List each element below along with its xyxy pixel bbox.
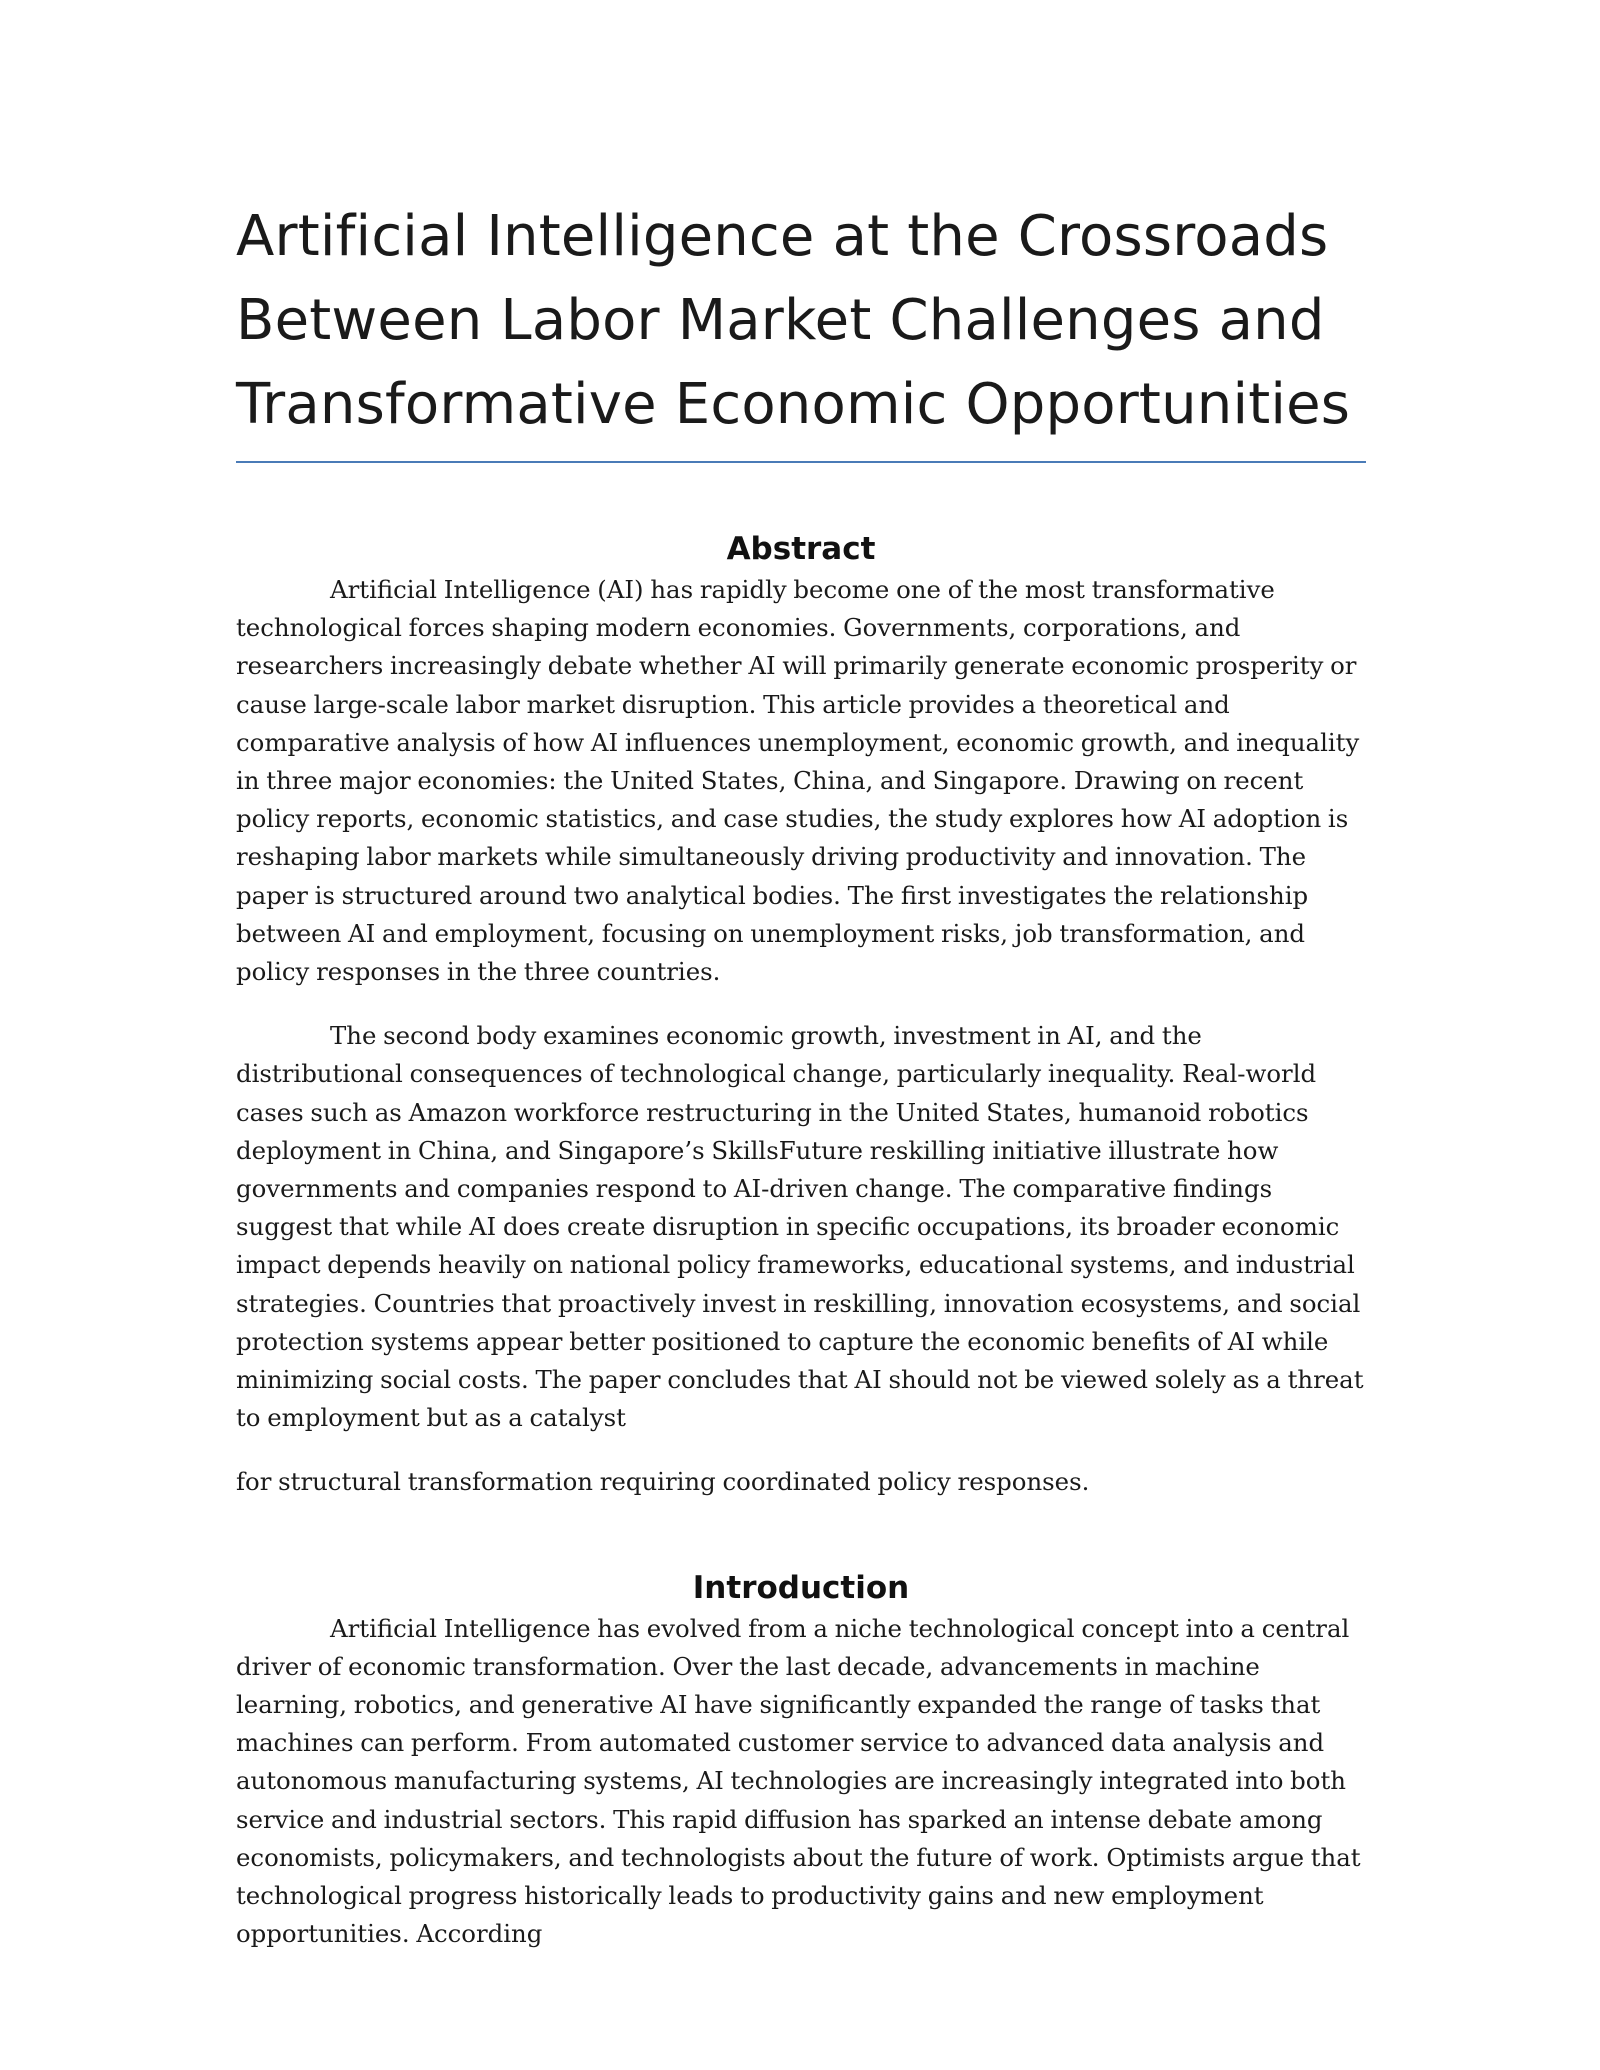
introduction-paragraph-1: Artificial Intelligence has evolved from a niche technological concept into a central driver of economic transformation. Over the last decade, advancements in machine learning, robotics, and generative AI have significantly expanded the range of tasks that machines can perform. From automated customer service to advanced data analysis and autonomous manufacturing systems, AI technologies are increasingly integrated into both service and industrial sectors. This rapid diffusion has sparked an intense debate among economists, policymakers, and technologists about the future of work. Optimists argue that technological progress historically leads to productivity gains and new employment opportunities. According [236,1613,1361,1949]
abstract-paragraph-3: for structural transformation requiring coordinated policy responses. [236,1467,1090,1497]
title-underline-rule [236,461,1366,463]
abstract-paragraph-2: The second body examines economic growth, investment in AI, and the distributional consequences of technological change, particularly inequality. Real-world cases such as Amazon workforce restructuring in the United States, humanoid robotics deployment in China, and Singapore’s SkillsFuture reskilling initiative illustrate how governments and companies respond to AI-driven change. The comparative findings suggest that while AI does create disruption in specific occupations, its broader economic impact depends heavily on national policy frameworks, educational systems, and industrial strategies. Countries that proactively invest in reskilling, innovation ecosystems, and social protection systems appear better positioned to capture the economic benefits of AI while minimizing social costs. The paper concludes that AI should not be viewed solely as a threat to employment but as a catalyst [236,1021,1364,1433]
abstract-paragraph-1: Artificial Intelligence (AI) has rapidly become one of the most transformative technological forces shaping modern economies. Governments, corporations, and researchers increasingly debate whether AI will primarily generate economic prosperity or cause large-scale labor market disruption. This article provides a theoretical and comparative analysis of how AI influences unemployment, economic growth, and inequality in three major economies: the United States, China, and Singapore. Drawing on recent policy reports, economic statistics, and case studies, the study explores how AI adoption is reshaping labor markets while simultaneously driving productivity and innovation. The paper is structured around two analytical bodies. The first investigates the relationship between AI and employment, focusing on unemployment risks, job transformation, and policy responses in the three countries. [236,575,1360,987]
abstract-heading: Abstract [726,531,876,567]
introduction-heading: Introduction [692,1569,910,1606]
document-page [236,195,1366,1954]
document-title: Artificial Intelligence at the Crossroads Between Labor Market Challenges and Transformative Economic Opportunities [236,204,1351,437]
